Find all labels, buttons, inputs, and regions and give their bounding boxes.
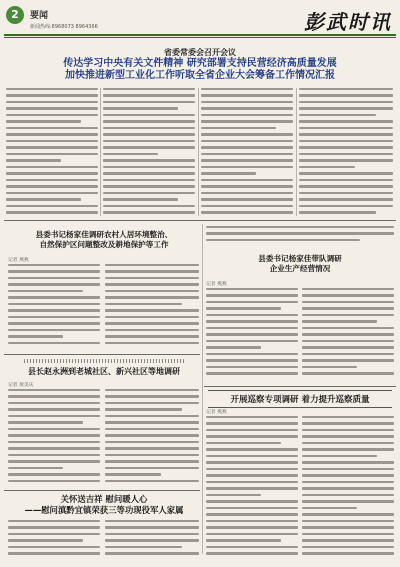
article-3-byline: 记者 敖美庆 [8,383,34,388]
article-3-headline: 县长赵永洲到老城社区、新兴社区等地调研 [28,367,180,376]
body-text-placeholder [206,416,298,555]
article-3-body-col-2 [105,389,199,487]
right-divider [204,386,396,387]
news-hotline: 新闻热线:8968073 8964366 [30,24,98,30]
header-rule [4,34,396,36]
body-text-placeholder [206,226,394,241]
article-2-top-text [206,226,394,250]
article-2-body-col-2 [302,288,394,382]
lead-body-col-4 [299,88,393,218]
article-1-body-col-2 [105,264,199,350]
lead-body-col-1 [6,88,98,218]
section-name: 要闻 [30,11,49,21]
body-text-placeholder [201,88,293,214]
article-2-byline: 记者 燕燕 [206,282,227,287]
masthead-logo: 彭武时讯 [304,10,392,34]
page-number-badge: 2 [6,6,24,24]
column-rule [198,88,199,216]
article-5-headline-line1: 关怀送吉祥 慰问暖人心 [60,494,148,504]
newspaper-page [4,4,396,563]
article-1-byline: 记者 燕燕 [8,258,29,263]
article-2-body-col-1 [206,288,298,382]
lead-kicker: 省委常委会召开会议 [164,48,236,57]
article-1-headline-line1: 县委书记杨家佳调研农村人居环境整治、 [35,230,173,239]
body-text-placeholder [8,520,100,555]
header-rule-thin [4,37,396,38]
body-text-placeholder [6,88,98,214]
article-5-headline [8,494,200,516]
title-ornament [24,359,184,363]
lead-headline-line2: 加快推进新型工业化工作听取全省企业大会筹备工作情况汇报 [65,70,335,81]
article-5-body-col-1 [8,520,100,562]
body-text-placeholder [103,88,195,214]
body-text-placeholder [8,264,100,344]
body-text-placeholder [105,520,199,555]
column-rule [100,88,101,216]
column-rule [296,88,297,216]
left-divider [4,354,200,355]
body-text-placeholder [206,288,298,375]
article-5-body-col-2 [105,520,199,562]
article-4-body-col-1 [206,416,298,561]
article-2-headline [206,254,394,274]
body-text-placeholder [302,288,394,375]
article-1-body-col-1 [8,264,100,350]
lead-headline-line1: 传达学习中央有关文件精神 研究部署支持民营经济高质量发展 [63,58,337,69]
lead-body-col-3 [201,88,293,218]
center-column-rule [202,224,203,554]
body-text-placeholder [299,88,393,214]
article-4-headline: 开展巡察专项调研 着力提升巡察质量 [208,390,392,408]
lead-body-col-2 [103,88,195,218]
body-text-placeholder [8,389,100,482]
article-1-headline-line2: 自然保护区问题整改及耕地保护等工作 [39,240,169,249]
section-divider [4,220,396,221]
body-text-placeholder [105,389,199,482]
article-2-headline-line1: 县委书记杨家佳带队调研 [258,254,342,263]
article-5-headline-line2: ——慰问滇黔宜镇荣获三等功现役军人家属 [24,505,184,515]
article-4-byline: 记者 燕燕 [206,410,227,415]
body-text-placeholder [302,416,394,555]
article-4-body-col-2 [302,416,394,561]
lead-headline [14,58,386,82]
article-3-body-col-1 [8,389,100,487]
body-text-placeholder [105,264,199,344]
left-divider-bottom [4,490,200,491]
article-2-headline-line2: 企业生产经营情况 [269,264,331,273]
article-1-headline [8,230,200,250]
page-header [4,4,396,40]
